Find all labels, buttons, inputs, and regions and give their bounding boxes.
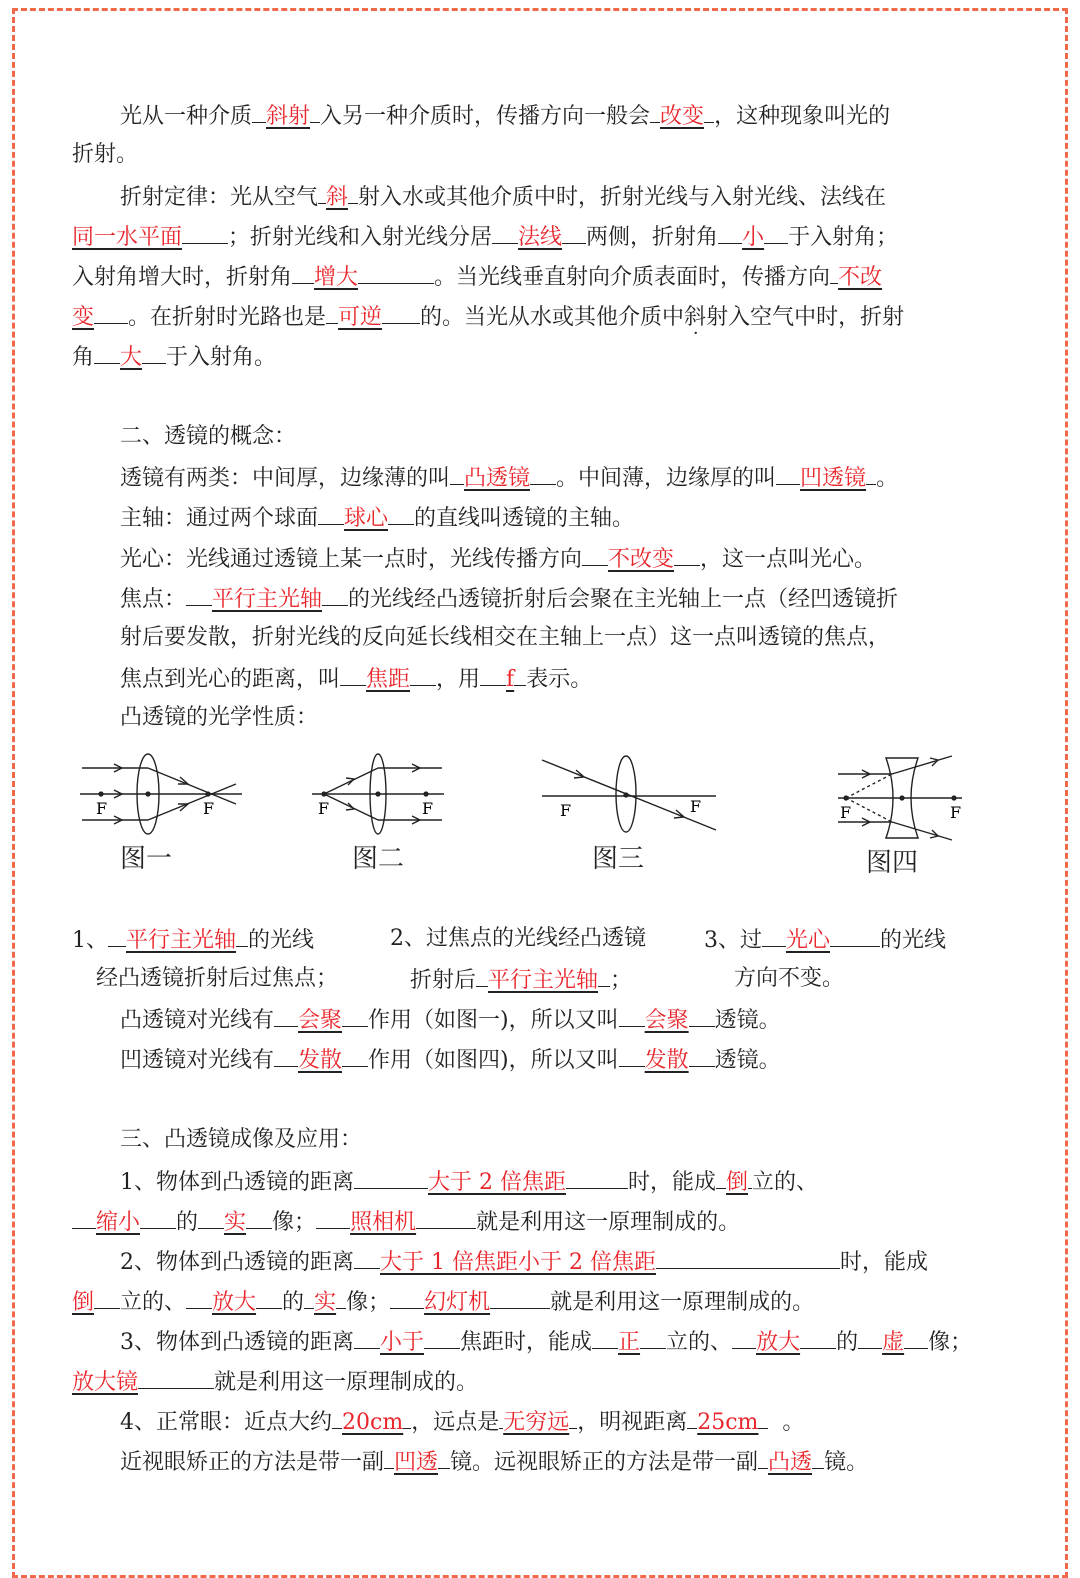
law-line-2: 同一水平面 ；折射光线和入射光线分居 法线 两侧，折射角 小 于入射角； [72,221,898,253]
imaging-case-2-line-1: 2、物体到凸透镜的距离 大于 1 倍焦距小于 2 倍焦距 时，能成 [120,1246,928,1278]
figure-one-focus-right: F [203,799,215,818]
vision-correction-line: 近视眼矫正的方法是带一副 凹透 镜。远视眼矫正的方法是带一副 凸透 镜。 [120,1446,868,1478]
answer-change: 改变 [660,104,705,129]
focus-line-1: 焦点： 平行主光轴 的光线经凸透镜折射后会聚在主光轴上一点（经凹透镜折 [120,583,898,615]
property-1-line-2: 经凸透镜折射后过焦点； [96,966,339,991]
figure-one-caption: 图一 [120,844,173,874]
figure-one-convex-converge [76,748,246,840]
law-line-1: 折射定律：光从空气 斜 射入水或其他介质中时，折射光线与入射光线、法线在 [120,181,886,213]
concave-diverge-line: 凹透镜对光线有 发散 作用（如图四)，所以又叫 发散 透镜。 [120,1044,781,1076]
figure-two-focus-right: F [422,799,434,818]
property-3-line-1: 3、过 光心 的光线 [704,924,946,956]
convex-converge-line: 凸透镜对光线有 会聚 作用（如图一)，所以又叫 会聚 透镜。 [120,1004,781,1036]
normal-eye-line: 4、正常眼：近点大约 20cm ，远点是 无穷远 ，明视距离 25cm 。 [120,1406,804,1438]
optics-title: 凸透镜的光学性质： [120,705,319,730]
imaging-case-2-line-2: 倒 立的、 放大 的 实 像； 幻灯机 就是利用这一原理制成的。 [72,1286,814,1318]
law-line-3: 入射角增大时，折射角 增大 。当光线垂直射向介质表面时，传播方向 不改 [72,261,882,293]
answer-slanted: 斜射 [266,104,311,129]
figure-three-optical-center [538,752,720,836]
refraction-line-2: 折射。 [72,142,139,167]
focus-line-3: 焦点到光心的距离，叫 焦距 ，用 f 表示。 [120,663,592,695]
figure-two-focus-left: F [318,799,330,818]
property-2-line-2: 折射后 平行主光轴 ； [410,964,632,996]
focus-line-2: 射后要发散，折射光线的反向延长线相交在主轴上一点）这一点叫透镜的焦点， [120,625,891,650]
figure-three-focus-right: F [690,797,702,816]
refraction-line-1: 光从一种介质 斜射 入另一种介质时，传播方向一般会 改变 ，这种现象叫光的 [120,100,890,132]
property-2-line-1: 2、过焦点的光线经凸透镜 [390,926,646,951]
figure-three-caption: 图三 [592,844,645,874]
lens-types-line: 透镜有两类：中间厚，边缘薄的叫 凸透镜 。中间薄，边缘厚的叫 凹透镜 。 [120,462,898,494]
imaging-case-3-line-1: 3、物体到凸透镜的距离 小于 焦距时，能成 正 立的、 放大 的 虚 像； [120,1326,972,1358]
figure-four-caption: 图四 [866,848,919,878]
property-3-line-2: 方向不变。 [734,966,845,991]
law-line-5: 角 大 于入射角。 [72,341,276,373]
figure-three-focus-left: F [560,801,572,820]
imaging-case-3-line-2: 放大镜 就是利用这一原理制成的。 [72,1366,478,1398]
imaging-case-1-line-1: 1、物体到凸透镜的距离 大于 2 倍焦距 时，能成 倒 立的、 [120,1166,818,1198]
figure-two-convex-focus [308,748,448,840]
property-1-line-1: 1、 平行主光轴 的光线 [72,924,314,956]
figure-four-concave-diverge [834,752,966,844]
optical-center-line: 光心：光线通过透镜上某一点时，光线传播方向 不改变 ，这一点叫光心。 [120,543,876,575]
section-heading-lens-concept: 二、透镜的概念： [120,424,297,449]
figure-two-caption: 图二 [352,844,405,874]
main-axis-line: 主轴：通过两个球面 球心 的直线叫透镜的主轴。 [120,502,634,534]
figure-one-focus-left: F [96,799,108,818]
figure-four-focus-left: F [840,803,852,822]
law-line-4: 变 。在折射时光路也是 可逆 的。当光从水或其他介质中斜射入空气中时，折射 [72,301,904,333]
section-heading-imaging: 三、凸透镜成像及应用： [120,1127,363,1152]
figure-four-focus-right: F [950,803,962,822]
imaging-case-1-line-2: 缩小 的 实 像； 照相机 就是利用这一原理制成的。 [72,1206,740,1238]
